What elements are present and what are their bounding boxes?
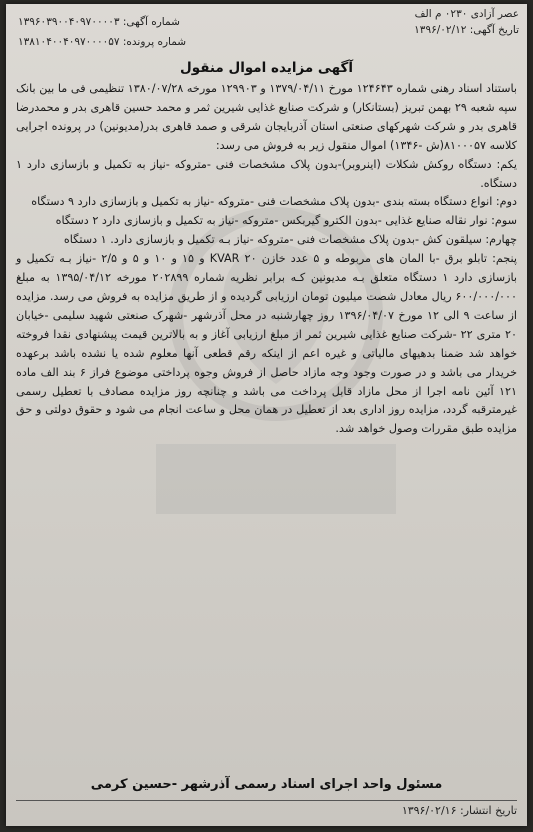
newspaper-id: عصر آزادی ۰۲۳۰ م الف <box>414 8 519 20</box>
case-number: شماره پرونده: ۱۳۸۱۰۴۰۰۴۰۹۷۰۰۰۰۵۷ <box>18 36 187 48</box>
item-one: یکم: دستگاه روکش شکلات (اینروبر)-بدون پلاک مشخصات فنی -متروکه -نیاز به تکمیل و بازسازی دارد ۱ دستگاه. <box>16 157 517 190</box>
item-five-and-terms: پنجم: تابلو برق -با المان های مربوطه و ۵ عدد خازن KVAR ۲۰ و ۱۵ و ۱۰ و ۵ و ۲/۵ -نیاز بـه تکمیل و بازسازی دارد ۱ دستگاه متعلق بـه مدیونین کـه برابر نظریه شماره ۲۰۲۸۹۹ مورخه ۱۳۹۵/۰۴/۱۲ به مبلغ ۶۰۰/۰۰۰/۰۰۰ ریال معادل شصت میلیون تومان ارزیابی گردیده و از طریق مزایده به فروش می رسد. مزایده از ساعت ۹ الی ۱۲ مورخ ۱۳۹۶/۰۴/۰۷ روز چهارشنبه در محل آذرشهر -شهرک صنعتی شهید سلیمی -خیابان ۲۰ متری ۲۲ -شرکت صنایع غذایی شیرین ثمر از مبلغ ارزیابی آغاز و به بالاترین قیمت پیشنهادی نقدا فروخته خواهد شد ضمنا بدهیهای مالیاتی و غیره اعم از اینکه رقم قطعی آنها معلوم شده یا نشده باشد برعهده خریدار می باشد و در صورت وجود وجه مازاد حاصل از فروش وجوه پرداختی موضوع فراز ۶ بند الف ماده ۱۲۱ آئین نامه اجرا از محل مازاد قابل پرداخت می باشد و چنانچه روز مزایده مصادف با تعطیل رسمی غیرمترقبه گردد، مزایده روز اداری بعد از تعطیل در همان محل و ساعت انجام می شود و حقوق دولتی و حق مزایده طبق مقررات وصول خواهد شد. <box>16 252 518 436</box>
item-four: چهارم: سیلقون کش -بدون پلاک مشخصات فنی -متروکه -نیاز بـه تکمیل و بازسازی دارد. ۱ دستگاه <box>63 233 517 247</box>
notice-body <box>16 80 517 439</box>
intro-paragraph: باستناد اسناد رهنی شماره ۱۲۴۶۴۳ مورخ ۱۳۷۹/۰۴/۱۱ و ۱۲۹۹۰۳ مورخه ۱۳۸۰/۰۷/۲۸ تنظیمی فی ما بین بانک سپه شعبه ۲۹ بهمن تبریز (بستانکار) و شرکت صنایع غذایی شیرین ثمر و محمد حسین قاهری بدر و محمدرضا قاهری بدر و شرکت شهرکهای صنعتی استان آذربایجان شرقی و صمد قاهری بدر(مدیونین) در پرونده اجرایی کلاسه ۸۱۰۰۰۵۷(ش -۱۳۴۶) اموال منقول زیر به فروش می رسد: <box>16 82 518 152</box>
signature-line: مسئول واحد اجرای اسناد رسمی آذرشهر -حسین کرمی <box>90 777 443 792</box>
item-two: دوم: انواع دستگاه بسته بندی -بدون پلاک مشخصات فنی -متروکه -نیاز به تکمیل و بازسازی دارد ۹ دستگاه <box>31 195 517 209</box>
notice-title: آگهی مزایده اموال منقول <box>180 60 353 76</box>
divider <box>16 800 517 801</box>
ad-number: شماره آگهی: ۱۳۹۶۰۳۹۰۰۴۰۹۷۰۰۰۰۳ <box>18 16 180 28</box>
ad-date: تاریخ آگهی: ۱۳۹۶/۰۲/۱۲ <box>414 24 519 36</box>
newspaper-clipping <box>6 4 527 826</box>
publish-date: تاریخ انتشار: ۱۳۹۶/۰۲/۱۶ <box>401 804 517 817</box>
item-three: سوم: نوار نقاله صنایع غذایی -بدون الکترو گیربکس -متروکه -نیاز به تکمیل و بازسازی دارد ۲ دستگاه <box>55 214 517 228</box>
